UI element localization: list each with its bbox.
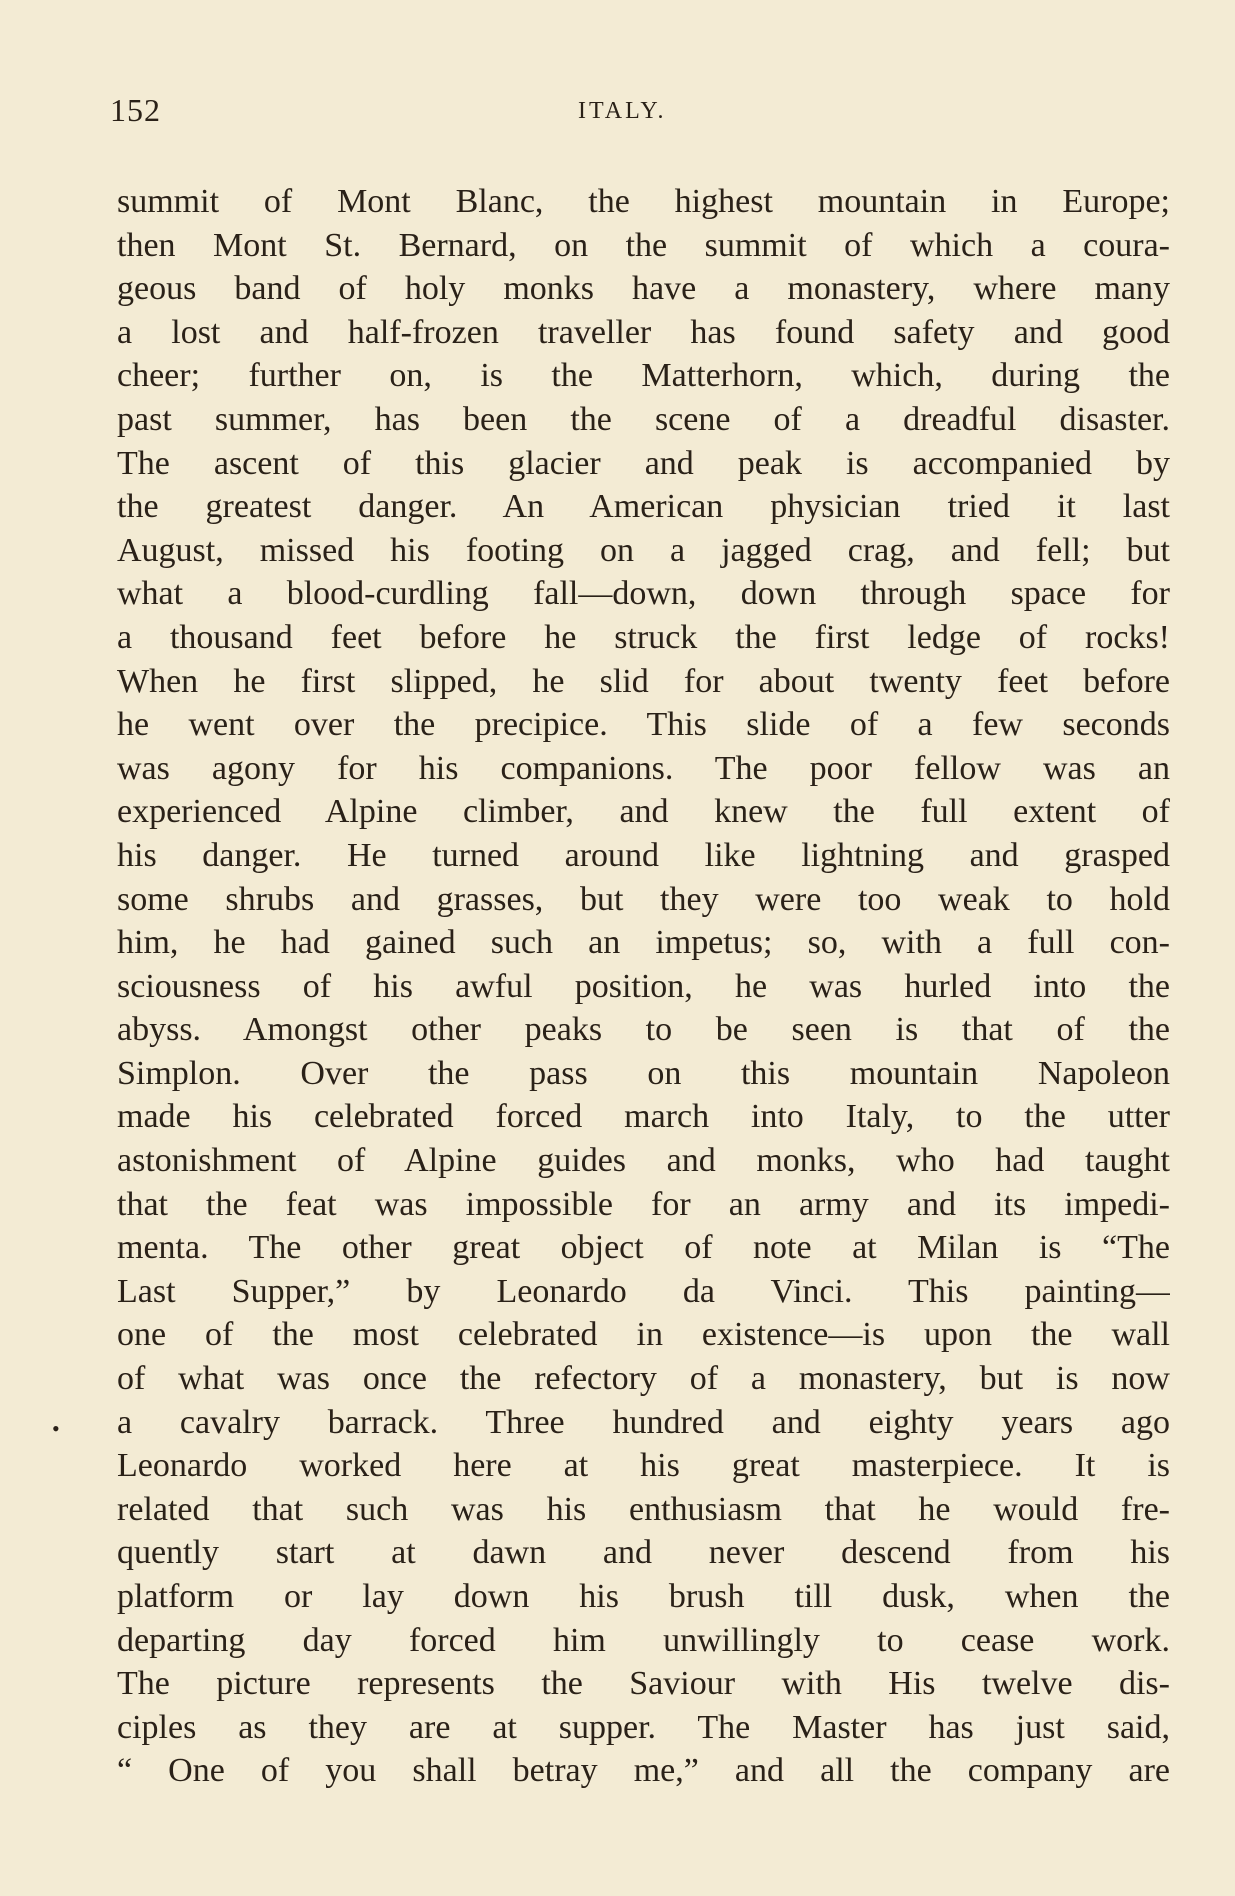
- text-line: was agony for his companions. The poor fellow was an: [117, 749, 1170, 787]
- text-line: he went over the precipice. This slide of a few seconds: [117, 706, 1170, 744]
- body-text: [117, 180, 1170, 1793]
- text-line: When he first slipped, he slid for about twenty feet before: [117, 662, 1170, 700]
- text-line: that the feat was impossible for an army and its impedi-: [117, 1185, 1170, 1223]
- text-line: The picture represents the Saviour with His twelve dis-: [117, 1665, 1170, 1703]
- text-line: quently start at dawn and never descend from his: [117, 1534, 1170, 1572]
- text-line: departing day forced him unwillingly to cease work.: [117, 1621, 1170, 1659]
- text-line: platform or lay down his brush till dusk, when the: [117, 1578, 1170, 1615]
- text-line: abyss. Amongst other peaks to be seen is that of the: [117, 1011, 1170, 1049]
- text-line: sciousness of his awful position, he was hurled into the: [117, 967, 1170, 1005]
- margin-mark: •: [52, 1416, 60, 1441]
- text-line: “ One of you shall betray me,” and all the company are: [117, 1752, 1170, 1790]
- text-line: the greatest danger. An American physician tried it last: [117, 488, 1170, 526]
- text-line: geous band of holy monks have a monastery, where many: [117, 270, 1170, 308]
- text-line: cheer; further on, is the Matterhorn, which, during the: [117, 357, 1170, 395]
- text-line: a thousand feet before he struck the first ledge of rocks!: [117, 618, 1170, 656]
- text-line: what a blood-curdling fall—down, down through space for: [117, 575, 1170, 613]
- text-line: menta. The other great object of note at Milan is “The: [117, 1229, 1170, 1267]
- text-line: him, he had gained such an impetus; so, with a full con-: [117, 924, 1170, 962]
- text-line: then Mont St. Bernard, on the summit of which a coura-: [117, 226, 1170, 264]
- text-line: Leonardo worked here at his great masterpiece. It is: [117, 1447, 1170, 1485]
- text-line: made his celebrated forced march into Italy, to the utter: [117, 1098, 1170, 1136]
- text-line: a cavalry barrack. Three hundred and eighty years ago: [117, 1403, 1170, 1441]
- text-line: some shrubs and grasses, but they were too weak to hold: [117, 880, 1170, 918]
- text-line: ciples as they are at supper. The Master has just said,: [117, 1708, 1170, 1746]
- text-line: past summer, has been the scene of a dreadful disaster.: [117, 400, 1170, 438]
- text-line: The ascent of this glacier and peak is accompanied by: [117, 444, 1170, 482]
- text-line: a lost and half-frozen traveller has found safety and good: [117, 313, 1170, 351]
- text-line: summit of Mont Blanc, the highest mountain in Europe;: [117, 183, 1170, 220]
- text-line: related that such was his enthusiasm that he would fre-: [117, 1490, 1170, 1528]
- text-line: experienced Alpine climber, and knew the full extent of: [117, 793, 1170, 831]
- page-number: 152: [110, 92, 161, 128]
- text-line: of what was once the refectory of a monastery, but is now: [117, 1360, 1170, 1398]
- text-line: astonishment of Alpine guides and monks, who had taught: [117, 1142, 1170, 1180]
- text-line: August, missed his footing on a jagged crag, and fell; but: [117, 531, 1170, 569]
- page-title: ITALY.: [578, 98, 667, 124]
- text-line: one of the most celebrated in existence—is upon the wall: [117, 1316, 1170, 1354]
- text-line: Last Supper,” by Leonardo da Vinci. This painting—: [117, 1272, 1170, 1310]
- text-line: Simplon. Over the pass on this mountain Napoleon: [117, 1054, 1170, 1092]
- text-line: his danger. He turned around like lightning and grasped: [117, 836, 1170, 874]
- running-head: [110, 92, 1170, 132]
